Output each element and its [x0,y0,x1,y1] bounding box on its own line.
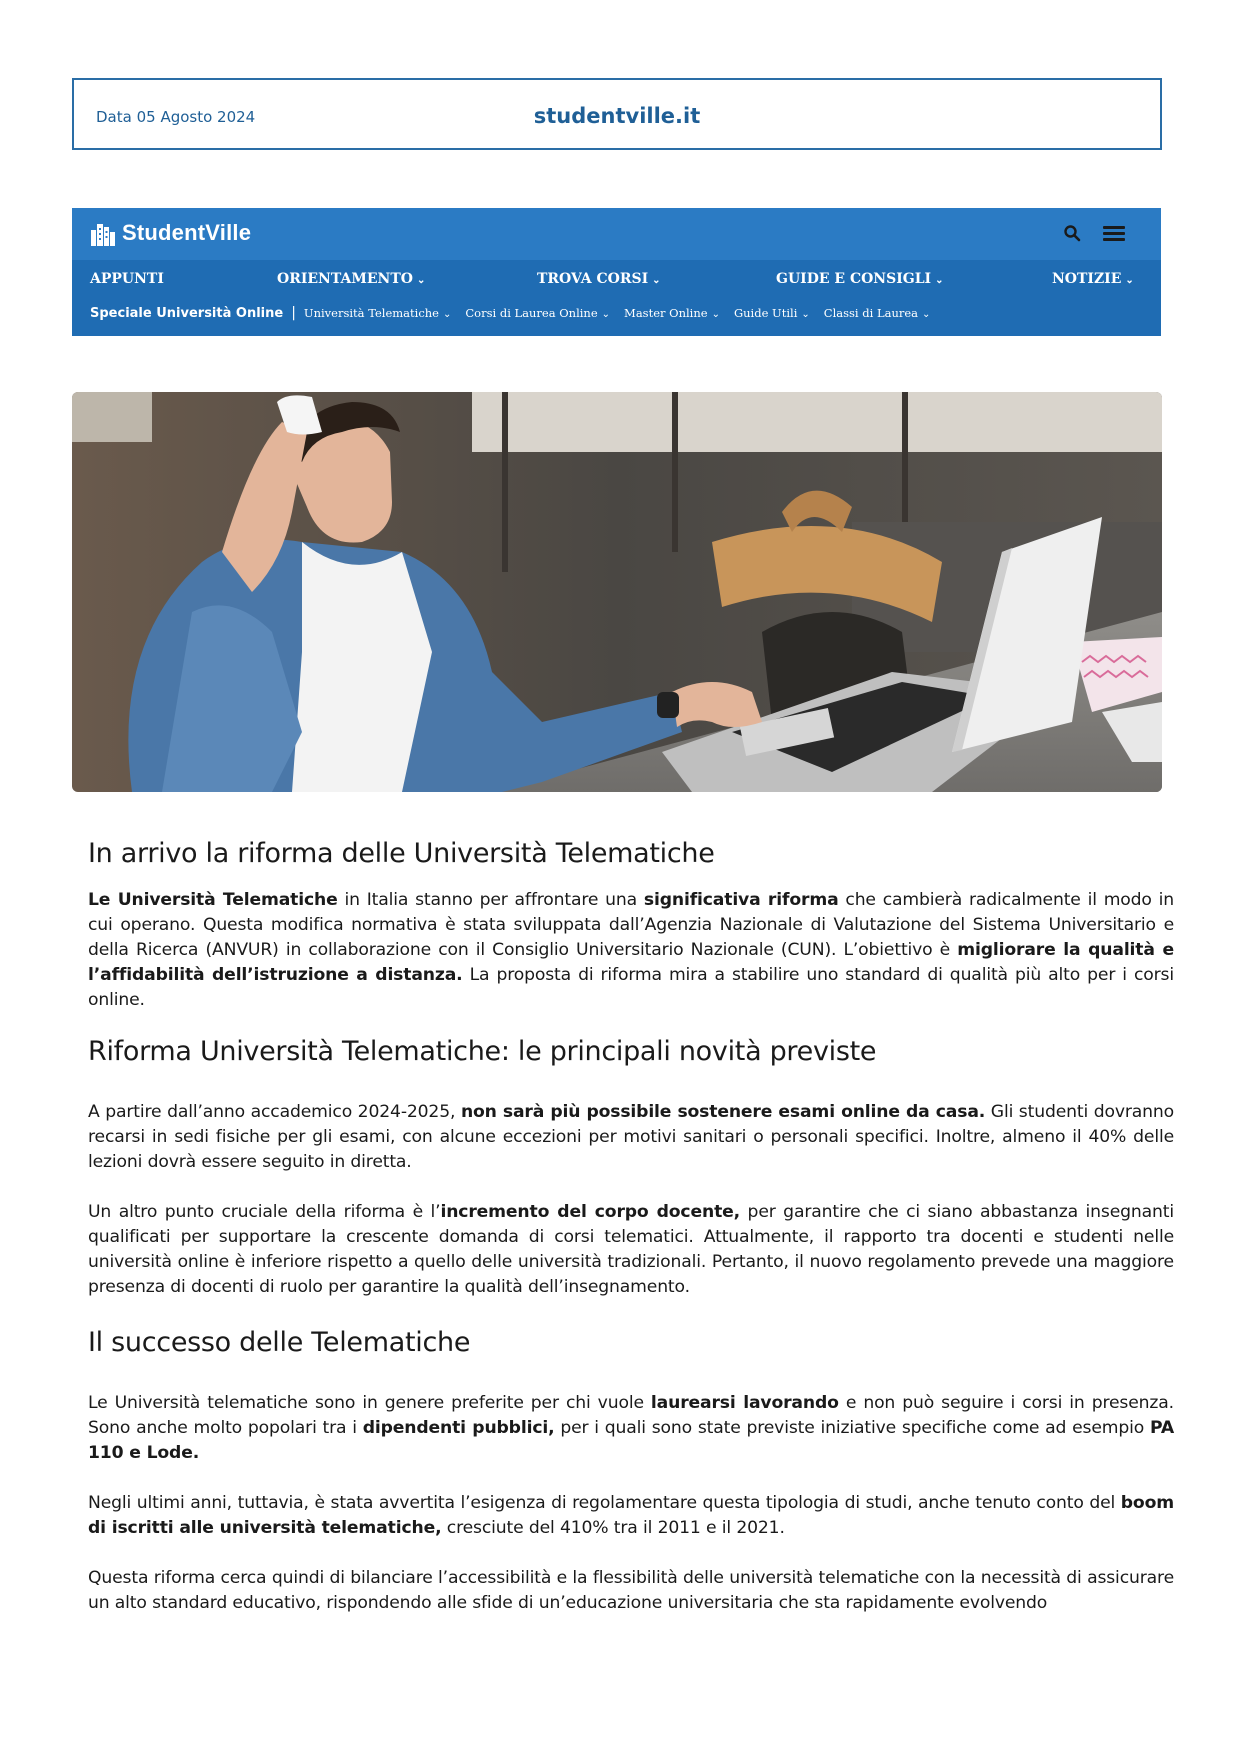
menu-label: NOTIZIE [1052,271,1122,287]
chevron-down-icon: ⌄ [922,309,931,320]
bold-text: laurearsi lavorando [650,1393,839,1413]
publication-date: Data 05 Agosto 2024 [96,108,256,126]
hero-photo [72,392,1162,792]
text: che cambierà radicalmente il modo in cui operano. Questa modifica normativa è stata sviluppata dall’Agenzia Nazionale di Valutazione del Sistema Universitario e della Ricerca (ANVUR) in collaborazione con il Consiglio Universitario Nazionale (CUN). L’obiettivo è [88,890,1174,960]
paragraph-docenti [88,1200,1174,1300]
submenu-label: Classi di Laurea [823,306,919,320]
chevron-down-icon: ⌄ [601,309,611,320]
hamburger-menu-icon[interactable] [1103,224,1125,242]
menu-item-orientamento[interactable] [277,271,425,287]
text: A partire dall’anno accademico 2024-2025, [88,1102,461,1122]
paragraph-esami [88,1100,1174,1175]
text: cresciute del 410% tra il 2011 e il 2021. [441,1518,785,1538]
logo[interactable] [90,220,251,246]
text: La proposta di riforma mira a stabilire uno standard di qualità più alto per i corsi online. [88,965,1174,1010]
bold-text: Le Università Telematiche [88,890,338,910]
paragraph-boom [88,1491,1174,1541]
building-logo-icon [90,220,116,246]
submenu-item-classi-laurea[interactable] [824,306,931,320]
chevron-down-icon: ⌄ [416,275,426,286]
submenu-label: Guide Utili [733,306,798,320]
text: Un altro punto cruciale della riforma è l’ [88,1202,441,1222]
bold-text: boom di iscritti alle università telematiche, [88,1493,1174,1538]
separator: | [291,305,296,321]
section-heading-novita: Riforma Università Telematiche: le principali novità previste [88,1036,877,1067]
submenu-item-guide-utili[interactable] [734,306,810,320]
menu-item-appunti[interactable] [90,271,164,287]
site-name[interactable]: studentville.it [533,104,701,128]
chevron-down-icon: ⌄ [442,309,452,320]
bold-text: significativa riforma [643,890,839,910]
paragraph-intro [88,888,1174,1013]
special-online-link[interactable]: Speciale Università Online [90,305,284,321]
submenu-label: Corsi di Laurea Online [465,306,598,320]
menu-label: GUIDE E CONSIGLI [776,271,932,287]
text: Negli ultimi anni, tuttavia, è stata avvertita l’esigenza di regolamentare questa tipologia di studi, anche tenuto conto del [88,1493,1121,1513]
article [88,838,1174,1616]
student-laptop-illustration [72,392,1162,792]
chevron-down-icon: ⌄ [1125,275,1134,286]
header-box [72,78,1162,150]
site-navigation [72,208,1161,336]
bold-text: incremento del corpo docente, [440,1202,741,1222]
chevron-down-icon: ⌄ [652,275,661,286]
search-icon[interactable] [1063,224,1081,242]
chevron-down-icon: ⌄ [935,275,944,286]
submenu-item-telematiche[interactable] [304,306,451,320]
section-heading-successo: Il successo delle Telematiche [88,1327,471,1358]
submenu-label: Master Online [624,306,708,320]
submenu-label: Università Telematiche [303,306,439,320]
logo-text: StudentVille [122,220,252,245]
menu-item-guide-e-consigli[interactable] [776,271,943,287]
text: in Italia stanno per affrontare una [337,890,644,910]
chevron-down-icon: ⌄ [711,309,720,320]
text: Gli studenti dovranno recarsi in sedi fisiche per gli esami, con alcune eccezioni per motivi sanitari o personali specifici. Inoltre, almeno il 40% delle lezioni dovrà essere seguito in diretta. [88,1102,1174,1172]
bold-text: PA 110 e Lode. [88,1418,1174,1463]
menu-item-notizie[interactable] [1052,271,1134,287]
main-menu [90,271,1150,291]
menu-label: APPUNTI [90,271,164,287]
text: per i quali sono state previste iniziative specifiche come ad esempio [554,1418,1150,1438]
submenu-item-master[interactable] [624,306,720,320]
paragraph-preferite [88,1391,1174,1466]
text: Le Università telematiche sono in genere preferite per chi vuole [88,1393,651,1413]
bold-text: non sarà più possibile sostenere esami online da casa. [460,1102,986,1122]
menu-label: ORIENTAMENTO [277,271,413,287]
article-title: In arrivo la riforma delle Università Telematiche [88,838,715,869]
chevron-down-icon: ⌄ [801,309,810,320]
text: e non può seguire i corsi in presenza. Sono anche molto popolari tra i [88,1393,1174,1438]
sub-menu [90,304,944,322]
menu-label: TROVA CORSI [537,271,649,287]
submenu-item-corsi-laurea[interactable] [465,306,610,320]
logo-bar [72,208,1161,260]
bold-text: migliorare la qualità e l’affidabilità dell’istruzione a distanza. [88,940,1174,985]
bold-text: dipendenti pubblici, [362,1418,555,1438]
text: Questa riforma cerca quindi di bilanciare l’accessibilità e la flessibilità delle università telematiche con la necessità di assicurare un alto standard educativo, rispondendo alle sfide di un’educazione universitaria che sta rapidamente evolvendo [88,1568,1174,1613]
paragraph-conclusione [88,1566,1174,1616]
text: per garantire che ci siano abbastanza insegnanti qualificati per supportare la crescente domanda di corsi telematici. Attualmente, il rapporto tra docenti e studenti nelle università online è inferiore rispetto a quello delle università tradizionali. Pertanto, il nuovo regolamento prevede una maggiore presenza di docenti di ruolo per garantire la qualità dell’insegnamento. [88,1202,1174,1297]
menu-item-trova-corsi[interactable] [537,271,661,287]
